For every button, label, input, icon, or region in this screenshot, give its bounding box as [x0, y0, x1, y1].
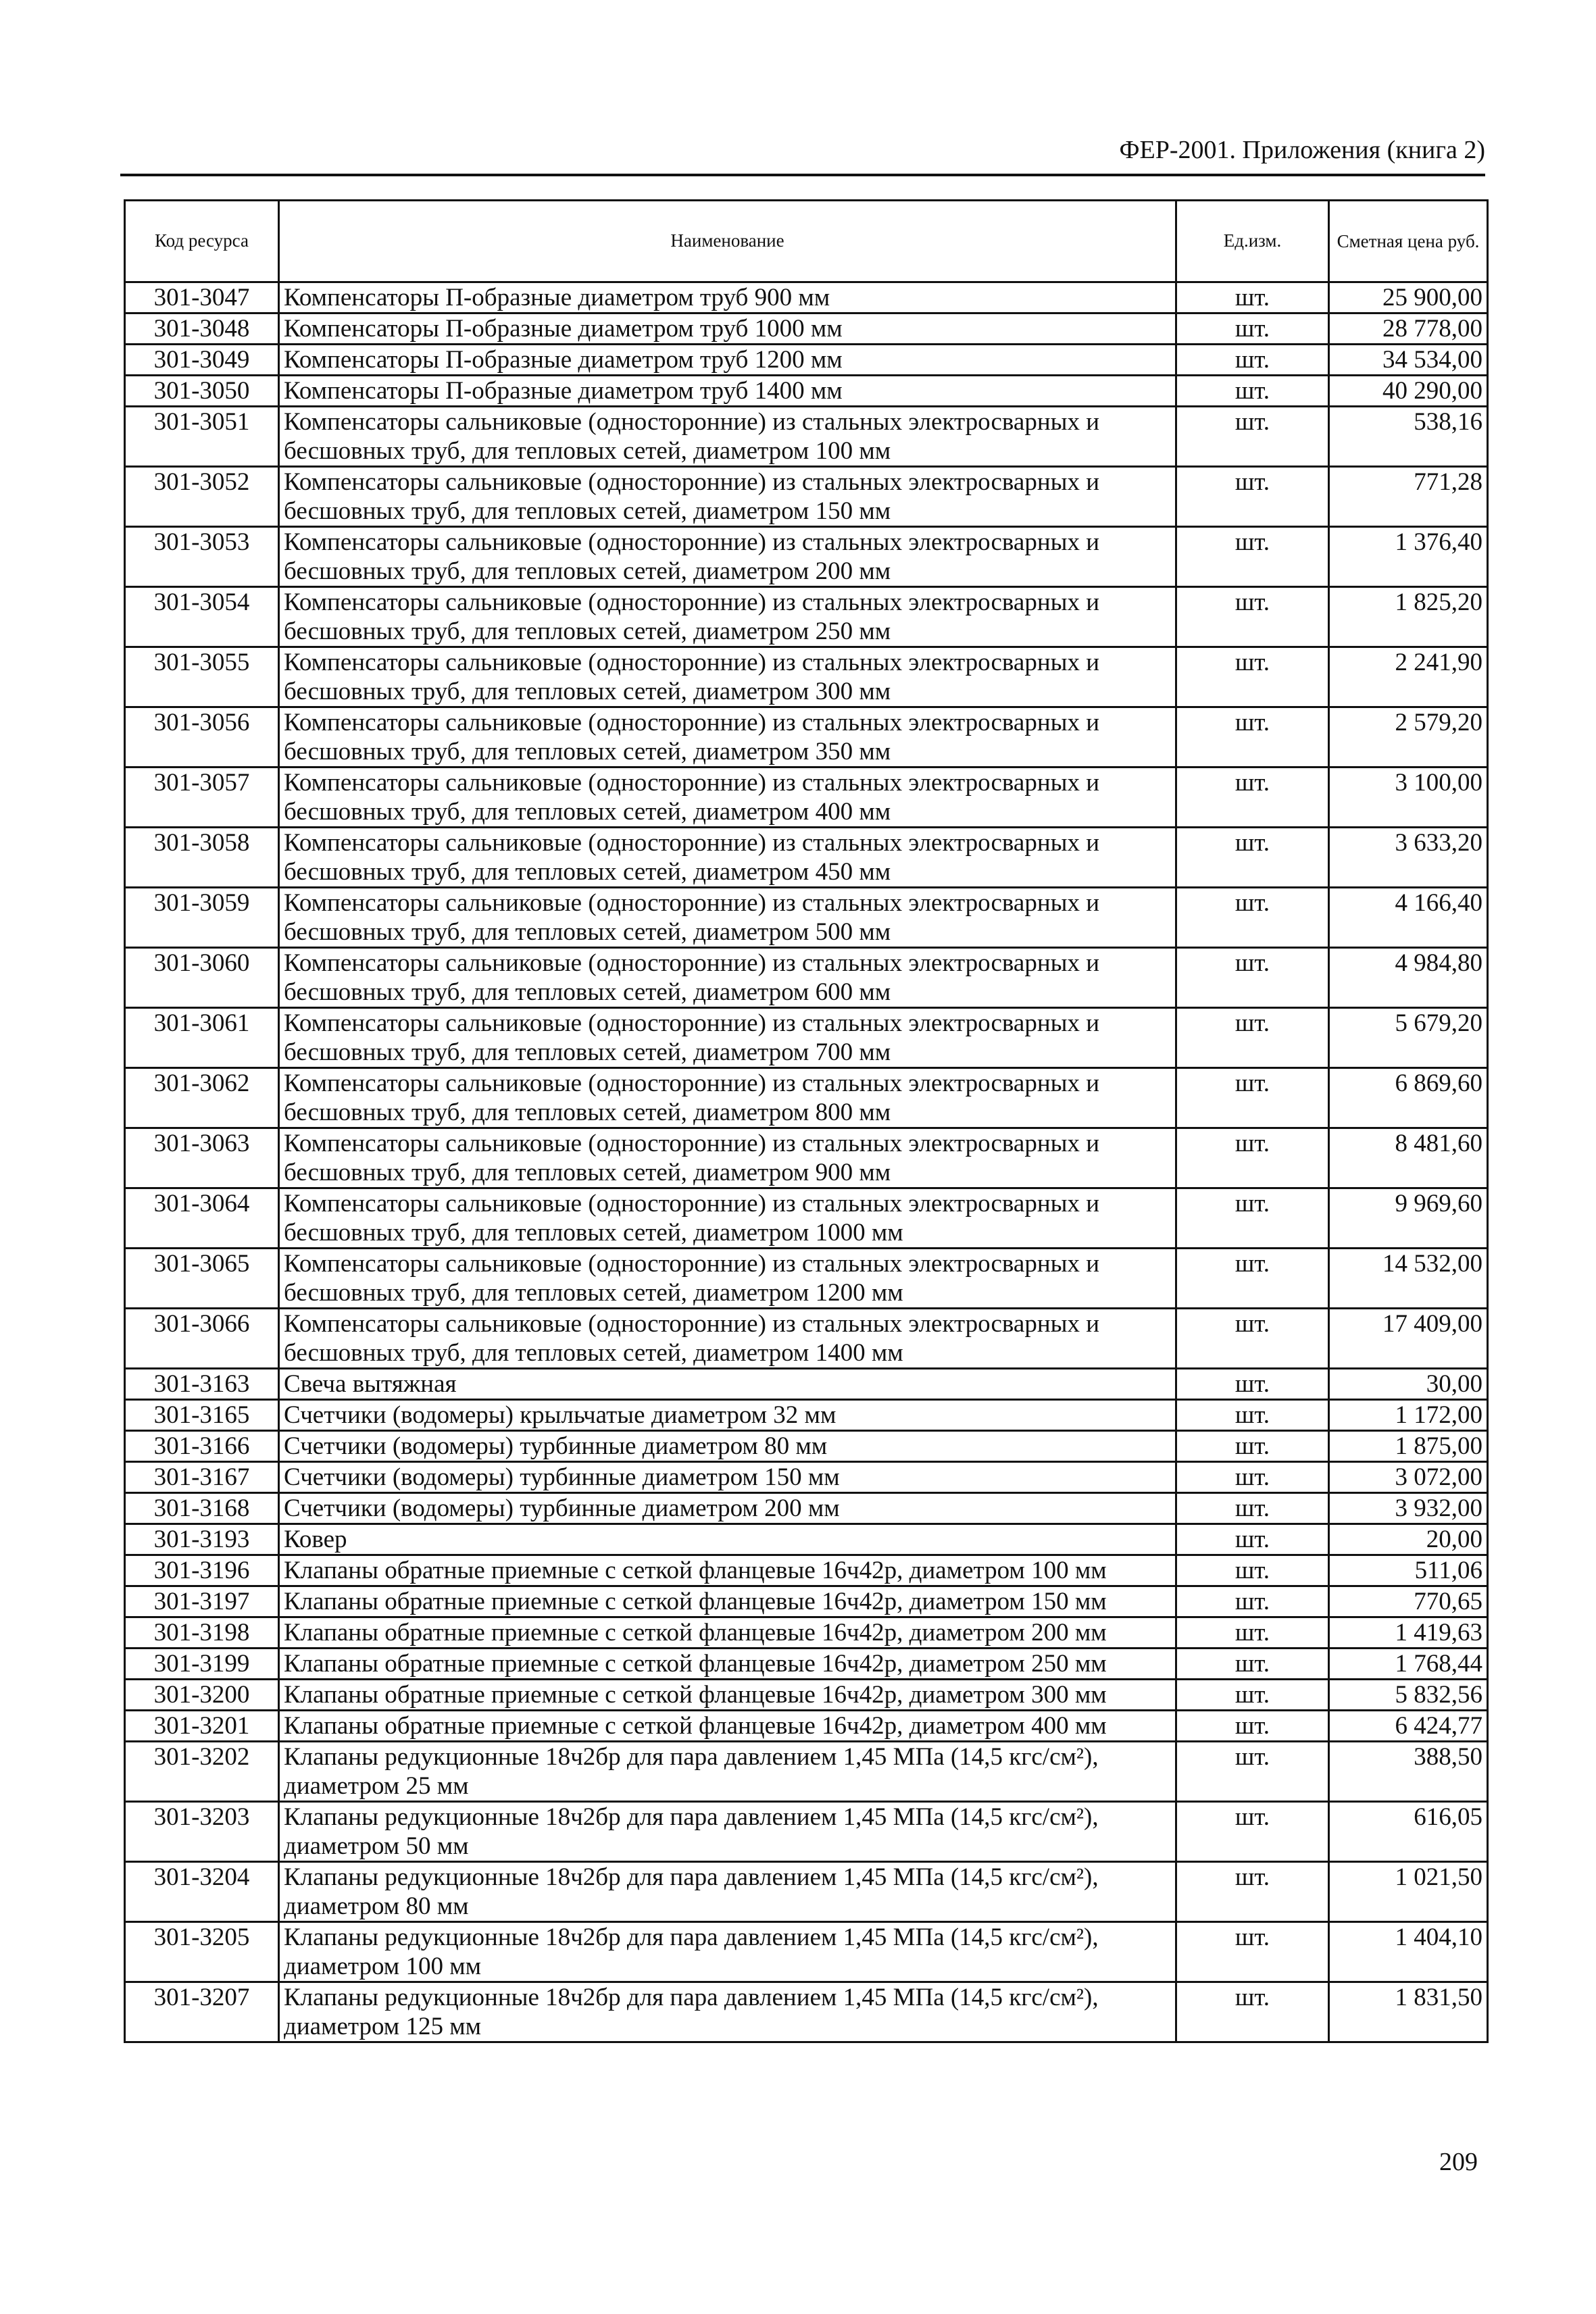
cell-price: 1 768,44 [1329, 1649, 1488, 1680]
cell-name: Свеча вытяжная [279, 1369, 1176, 1400]
cell-price: 388,50 [1329, 1742, 1488, 1802]
cell-code: 301-3199 [125, 1649, 279, 1680]
cell-unit: шт. [1176, 1068, 1329, 1128]
page-number: 209 [1439, 2148, 1478, 2176]
cell-price: 28 778,00 [1329, 313, 1488, 345]
cell-price: 1 376,40 [1329, 527, 1488, 587]
table-row [125, 1982, 1488, 2042]
cell-name: Компенсаторы сальниковые (односторонние) из стальных электросварных и бесшовных труб, для тепловых сетей, диаметром 1200 мм [279, 1249, 1176, 1309]
cell-price: 6 424,77 [1329, 1711, 1488, 1742]
cell-price: 34 534,00 [1329, 345, 1488, 376]
cell-code: 301-3166 [125, 1431, 279, 1462]
cell-code: 301-3064 [125, 1188, 279, 1249]
cell-name: Компенсаторы сальниковые (односторонние) из стальных электросварных и бесшовных труб, для тепловых сетей, диаметром 250 мм [279, 587, 1176, 647]
table-row [125, 407, 1488, 467]
cell-code: 301-3198 [125, 1617, 279, 1649]
cell-code: 301-3050 [125, 376, 279, 407]
cell-name: Компенсаторы сальниковые (односторонние) из стальных электросварных и бесшовных труб, для тепловых сетей, диаметром 400 мм [279, 768, 1176, 828]
table-row [125, 345, 1488, 376]
cell-code: 301-3049 [125, 345, 279, 376]
cell-code: 301-3058 [125, 828, 279, 888]
table-row [125, 1862, 1488, 1922]
cell-name: Клапаны обратные приемные с сеткой фланцевые 16ч42р, диаметром 250 мм [279, 1649, 1176, 1680]
cell-unit: шт. [1176, 1862, 1329, 1922]
cell-name: Компенсаторы П-образные диаметром труб 1400 мм [279, 376, 1176, 407]
cell-unit: шт. [1176, 1128, 1329, 1188]
cell-code: 301-3203 [125, 1802, 279, 1862]
cell-price: 25 900,00 [1329, 282, 1488, 313]
table-row [125, 1249, 1488, 1309]
table-row [125, 376, 1488, 407]
table-row [125, 1802, 1488, 1862]
cell-code: 301-3054 [125, 587, 279, 647]
cell-code: 301-3057 [125, 768, 279, 828]
cell-name: Компенсаторы сальниковые (односторонние) из стальных электросварных и бесшовных труб, для тепловых сетей, диаметром 150 мм [279, 467, 1176, 527]
cell-code: 301-3196 [125, 1555, 279, 1586]
table-row [125, 1493, 1488, 1524]
table-row [125, 1711, 1488, 1742]
cell-code: 301-3060 [125, 948, 279, 1008]
cell-name: Клапаны редукционные 18ч2бр для пара давлением 1,45 МПа (14,5 кгс/см²), диаметром 80 мм [279, 1862, 1176, 1922]
cell-unit: шт. [1176, 1586, 1329, 1617]
table-row [125, 1188, 1488, 1249]
cell-unit: шт. [1176, 1400, 1329, 1431]
column-header-name: Наименование [279, 201, 1176, 282]
cell-name: Клапаны редукционные 18ч2бр для пара давлением 1,45 МПа (14,5 кгс/см²), диаметром 125 мм [279, 1982, 1176, 2042]
cell-name: Клапаны редукционные 18ч2бр для пара давлением 1,45 МПа (14,5 кгс/см²), диаметром 50 мм [279, 1802, 1176, 1862]
cell-unit: шт. [1176, 828, 1329, 888]
cell-code: 301-3066 [125, 1309, 279, 1369]
cell-unit: шт. [1176, 1249, 1329, 1309]
table-body [125, 282, 1488, 2042]
column-header-code: Код ресурса [125, 201, 279, 282]
cell-unit: шт. [1176, 467, 1329, 527]
cell-unit: шт. [1176, 1462, 1329, 1493]
cell-code: 301-3201 [125, 1711, 279, 1742]
cell-name: Компенсаторы сальниковые (односторонние) из стальных электросварных и бесшовных труб, для тепловых сетей, диаметром 350 мм [279, 707, 1176, 768]
cell-name: Счетчики (водомеры) турбинные диаметром 150 мм [279, 1462, 1176, 1493]
cell-unit: шт. [1176, 1369, 1329, 1400]
cell-unit: шт. [1176, 1431, 1329, 1462]
table-row [125, 467, 1488, 527]
cell-code: 301-3062 [125, 1068, 279, 1128]
cell-price: 40 290,00 [1329, 376, 1488, 407]
cell-price: 6 869,60 [1329, 1068, 1488, 1128]
cell-code: 301-3063 [125, 1128, 279, 1188]
cell-name: Клапаны обратные приемные с сеткой фланцевые 16ч42р, диаметром 150 мм [279, 1586, 1176, 1617]
cell-code: 301-3052 [125, 467, 279, 527]
cell-price: 4 166,40 [1329, 888, 1488, 948]
cell-name: Компенсаторы сальниковые (односторонние) из стальных электросварных и бесшовных труб, для тепловых сетей, диаметром 300 мм [279, 647, 1176, 707]
cell-price: 1 825,20 [1329, 587, 1488, 647]
cell-unit: шт. [1176, 1802, 1329, 1862]
cell-code: 301-3193 [125, 1524, 279, 1555]
cell-price: 2 579,20 [1329, 707, 1488, 768]
cell-unit: шт. [1176, 1555, 1329, 1586]
table-row [125, 1742, 1488, 1802]
cell-price: 1 172,00 [1329, 1400, 1488, 1431]
cell-price: 3 633,20 [1329, 828, 1488, 888]
table-row [125, 828, 1488, 888]
cell-name: Клапаны обратные приемные с сеткой фланцевые 16ч42р, диаметром 100 мм [279, 1555, 1176, 1586]
cell-code: 301-3047 [125, 282, 279, 313]
cell-code: 301-3168 [125, 1493, 279, 1524]
column-header-unit: Ед.изм. [1176, 201, 1329, 282]
cell-price: 1 021,50 [1329, 1862, 1488, 1922]
cell-price: 1 831,50 [1329, 1982, 1488, 2042]
cell-price: 616,05 [1329, 1802, 1488, 1862]
cell-unit: шт. [1176, 282, 1329, 313]
table-row [125, 1462, 1488, 1493]
cell-name: Компенсаторы сальниковые (односторонние) из стальных электросварных и бесшовных труб, для тепловых сетей, диаметром 700 мм [279, 1008, 1176, 1068]
cell-name: Клапаны обратные приемные с сеткой фланцевые 16ч42р, диаметром 200 мм [279, 1617, 1176, 1649]
cell-unit: шт. [1176, 527, 1329, 587]
resource-price-table [124, 199, 1489, 2043]
cell-price: 14 532,00 [1329, 1249, 1488, 1309]
cell-price: 4 984,80 [1329, 948, 1488, 1008]
table-row [125, 1524, 1488, 1555]
cell-price: 8 481,60 [1329, 1128, 1488, 1188]
cell-unit: шт. [1176, 1524, 1329, 1555]
cell-price: 30,00 [1329, 1369, 1488, 1400]
cell-price: 9 969,60 [1329, 1188, 1488, 1249]
cell-price: 1 404,10 [1329, 1922, 1488, 1982]
cell-unit: шт. [1176, 1922, 1329, 1982]
cell-code: 301-3167 [125, 1462, 279, 1493]
cell-unit: шт. [1176, 345, 1329, 376]
cell-unit: шт. [1176, 1680, 1329, 1711]
cell-name: Компенсаторы сальниковые (односторонние) из стальных электросварных и бесшовных труб, для тепловых сетей, диаметром 1400 мм [279, 1309, 1176, 1369]
cell-price: 1 875,00 [1329, 1431, 1488, 1462]
cell-name: Счетчики (водомеры) турбинные диаметром 80 мм [279, 1431, 1176, 1462]
table-header-row [125, 201, 1488, 282]
cell-code: 301-3207 [125, 1982, 279, 2042]
table-row [125, 1128, 1488, 1188]
cell-name: Компенсаторы П-образные диаметром труб 1200 мм [279, 345, 1176, 376]
cell-name: Компенсаторы сальниковые (односторонние) из стальных электросварных и бесшовных труб, для тепловых сетей, диаметром 800 мм [279, 1068, 1176, 1128]
cell-code: 301-3059 [125, 888, 279, 948]
table-row [125, 1431, 1488, 1462]
cell-unit: шт. [1176, 948, 1329, 1008]
table-row [125, 1008, 1488, 1068]
cell-code: 301-3048 [125, 313, 279, 345]
cell-price: 5 832,56 [1329, 1680, 1488, 1711]
cell-unit: шт. [1176, 888, 1329, 948]
cell-code: 301-3163 [125, 1369, 279, 1400]
cell-name: Компенсаторы сальниковые (односторонние) из стальных электросварных и бесшовных труб, для тепловых сетей, диаметром 1000 мм [279, 1188, 1176, 1249]
cell-name: Ковер [279, 1524, 1176, 1555]
table-row [125, 948, 1488, 1008]
cell-price: 20,00 [1329, 1524, 1488, 1555]
cell-unit: шт. [1176, 1711, 1329, 1742]
cell-name: Компенсаторы сальниковые (односторонние) из стальных электросварных и бесшовных труб, для тепловых сетей, диаметром 100 мм [279, 407, 1176, 467]
header-rule [120, 174, 1485, 176]
cell-name: Клапаны обратные приемные с сеткой фланцевые 16ч42р, диаметром 400 мм [279, 1711, 1176, 1742]
cell-unit: шт. [1176, 313, 1329, 345]
cell-code: 301-3200 [125, 1680, 279, 1711]
table-row [125, 1649, 1488, 1680]
cell-price: 3 100,00 [1329, 768, 1488, 828]
cell-price: 770,65 [1329, 1586, 1488, 1617]
table-row [125, 707, 1488, 768]
cell-code: 301-3053 [125, 527, 279, 587]
table-row [125, 888, 1488, 948]
table-row [125, 1680, 1488, 1711]
cell-name: Клапаны обратные приемные с сеткой фланцевые 16ч42р, диаметром 300 мм [279, 1680, 1176, 1711]
cell-unit: шт. [1176, 1742, 1329, 1802]
cell-unit: шт. [1176, 1982, 1329, 2042]
cell-code: 301-3204 [125, 1862, 279, 1922]
cell-unit: шт. [1176, 1649, 1329, 1680]
cell-code: 301-3197 [125, 1586, 279, 1617]
cell-code: 301-3205 [125, 1922, 279, 1982]
cell-price: 2 241,90 [1329, 647, 1488, 707]
cell-price: 771,28 [1329, 467, 1488, 527]
table-row [125, 313, 1488, 345]
cell-name: Компенсаторы сальниковые (односторонние) из стальных электросварных и бесшовных труб, для тепловых сетей, диаметром 600 мм [279, 948, 1176, 1008]
cell-unit: шт. [1176, 1309, 1329, 1369]
cell-name: Счетчики (водомеры) крыльчатые диаметром 32 мм [279, 1400, 1176, 1431]
cell-unit: шт. [1176, 1188, 1329, 1249]
page-header-title: ФЕР-2001. Приложения (книга 2) [1119, 136, 1485, 164]
cell-unit: шт. [1176, 1008, 1329, 1068]
cell-price: 17 409,00 [1329, 1309, 1488, 1369]
cell-code: 301-3061 [125, 1008, 279, 1068]
table-row [125, 1309, 1488, 1369]
table-row [125, 1555, 1488, 1586]
cell-name: Клапаны редукционные 18ч2бр для пара давлением 1,45 МПа (14,5 кгс/см²), диаметром 100 мм [279, 1922, 1176, 1982]
cell-code: 301-3051 [125, 407, 279, 467]
cell-price: 511,06 [1329, 1555, 1488, 1586]
column-header-price: Сметная цена руб. [1329, 201, 1488, 282]
cell-name: Компенсаторы сальниковые (односторонние) из стальных электросварных и бесшовных труб, для тепловых сетей, диаметром 450 мм [279, 828, 1176, 888]
cell-price: 538,16 [1329, 407, 1488, 467]
cell-name: Счетчики (водомеры) турбинные диаметром 200 мм [279, 1493, 1176, 1524]
cell-code: 301-3055 [125, 647, 279, 707]
cell-price: 1 419,63 [1329, 1617, 1488, 1649]
cell-code: 301-3065 [125, 1249, 279, 1309]
cell-unit: шт. [1176, 587, 1329, 647]
cell-code: 301-3056 [125, 707, 279, 768]
table-row [125, 647, 1488, 707]
cell-unit: шт. [1176, 768, 1329, 828]
cell-unit: шт. [1176, 1617, 1329, 1649]
cell-unit: шт. [1176, 407, 1329, 467]
table-row [125, 1400, 1488, 1431]
cell-name: Компенсаторы сальниковые (односторонние) из стальных электросварных и бесшовных труб, для тепловых сетей, диаметром 900 мм [279, 1128, 1176, 1188]
table-row [125, 1586, 1488, 1617]
cell-unit: шт. [1176, 707, 1329, 768]
cell-price: 3 932,00 [1329, 1493, 1488, 1524]
cell-code: 301-3202 [125, 1742, 279, 1802]
table-row [125, 527, 1488, 587]
cell-name: Компенсаторы П-образные диаметром труб 1000 мм [279, 313, 1176, 345]
cell-name: Компенсаторы П-образные диаметром труб 900 мм [279, 282, 1176, 313]
table-row [125, 282, 1488, 313]
cell-unit: шт. [1176, 1493, 1329, 1524]
table-row [125, 1617, 1488, 1649]
cell-price: 5 679,20 [1329, 1008, 1488, 1068]
cell-name: Клапаны редукционные 18ч2бр для пара давлением 1,45 МПа (14,5 кгс/см²), диаметром 25 мм [279, 1742, 1176, 1802]
table-row [125, 1369, 1488, 1400]
cell-unit: шт. [1176, 376, 1329, 407]
cell-name: Компенсаторы сальниковые (односторонние) из стальных электросварных и бесшовных труб, для тепловых сетей, диаметром 200 мм [279, 527, 1176, 587]
cell-price: 3 072,00 [1329, 1462, 1488, 1493]
table-row [125, 587, 1488, 647]
table-row [125, 1068, 1488, 1128]
cell-name: Компенсаторы сальниковые (односторонние) из стальных электросварных и бесшовных труб, для тепловых сетей, диаметром 500 мм [279, 888, 1176, 948]
cell-code: 301-3165 [125, 1400, 279, 1431]
table-row [125, 1922, 1488, 1982]
cell-unit: шт. [1176, 647, 1329, 707]
table-row [125, 768, 1488, 828]
